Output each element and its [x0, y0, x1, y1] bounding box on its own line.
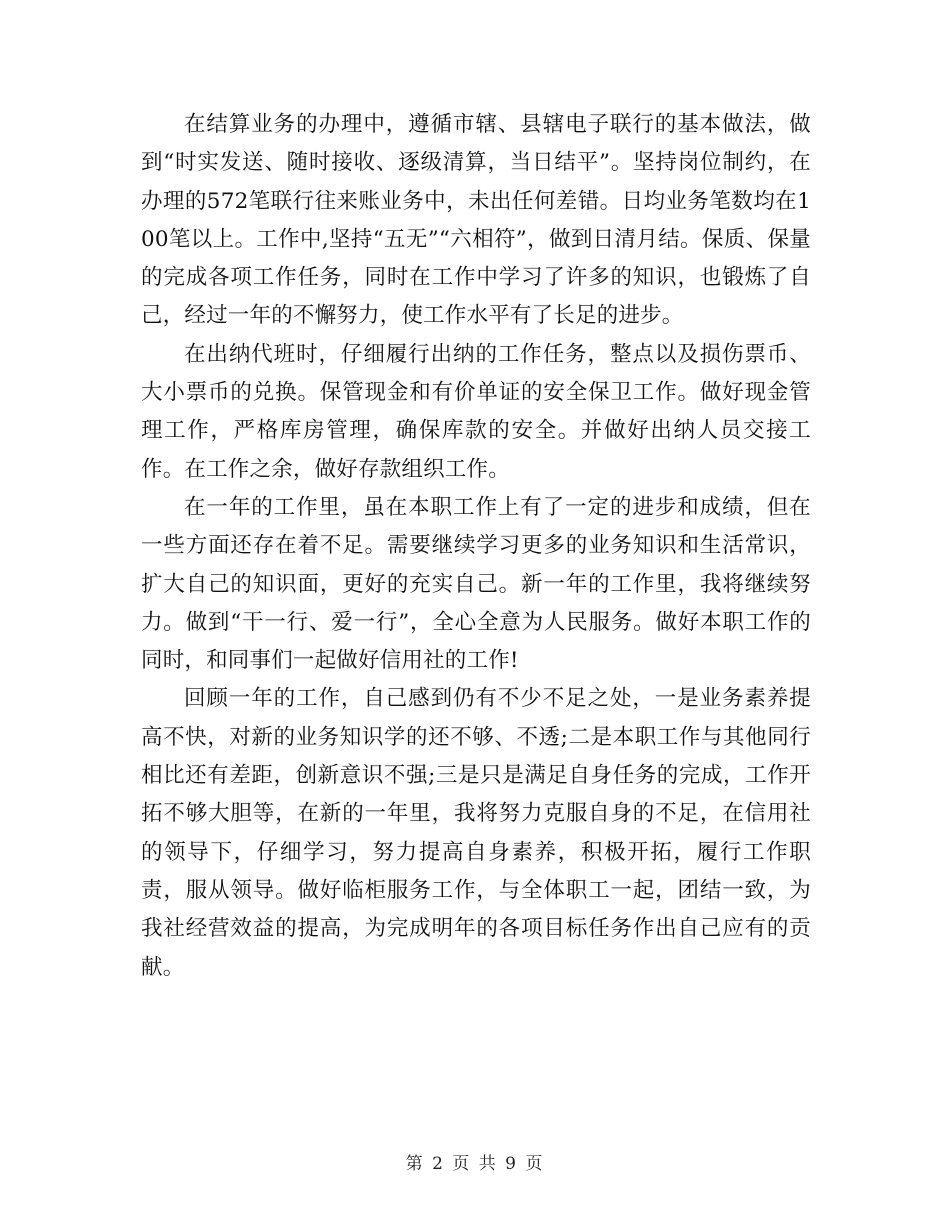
paragraph-shortcomings: 在一年的工作里，虽在本职工作上有了一定的进步和成绩，但在一些方面还存在着不足。需要继续学习更多的业务知识和生活常识，扩大自己的知识面，更好的充实自己。新一年的工作里，我将继续努力。做到“干一行、爱一行”，全心全意为人民服务。做好本职工作的同时，和同事们一起做好信用社的工作!: [141, 494, 811, 674]
document-body: [141, 106, 811, 987]
paragraph-cashier: 在出纳代班时，仔细履行出纳的工作任务，整点以及损伤票币、大小票币的兑换。保管现金和有价单证的安全保卫工作。做好现金管理工作，严格库房管理，确保库款的安全。并做好出纳人员交接工作。在工作之余，做好存款组织工作。: [141, 341, 811, 482]
paragraph-review: 回顾一年的工作，自己感到仍有不少不足之处，一是业务素养提高不快，对新的业务知识学的还不够、不透;二是本职工作与其他同行相比还有差距，创新意识不强;三是只是满足自身任务的完成，工作开拓不够大胆等，在新的一年里，我将努力克服自身的不足，在信用社的领导下，仔细学习，努力提高自身素养，积极开拓，履行工作职责，服从领导。做好临柜服务工作，与全体职工一起，团结一致，为我社经营效益的提高，为完成明年的各项目标任务作出自己应有的贡献。: [141, 686, 811, 980]
paragraph-settlement: 在结算业务的办理中，遵循市辖、县辖电子联行的基本做法，做到“时实发送、随时接收、逐级清算，当日结平”。坚持岗位制约，在办理的572笔联行往来账业务中，未出任何差错。日均业务笔数均在100笔以上。工作中,坚持“五无”“六相符”，做到日清月结。保质、保量的完成各项工作任务，同时在工作中学习了许多的知识，也锻炼了自己，经过一年的不懈努力，使工作水平有了长足的进步。: [141, 112, 811, 329]
page-number-footer: 第 2 页 共 9 页: [405, 1154, 545, 1174]
